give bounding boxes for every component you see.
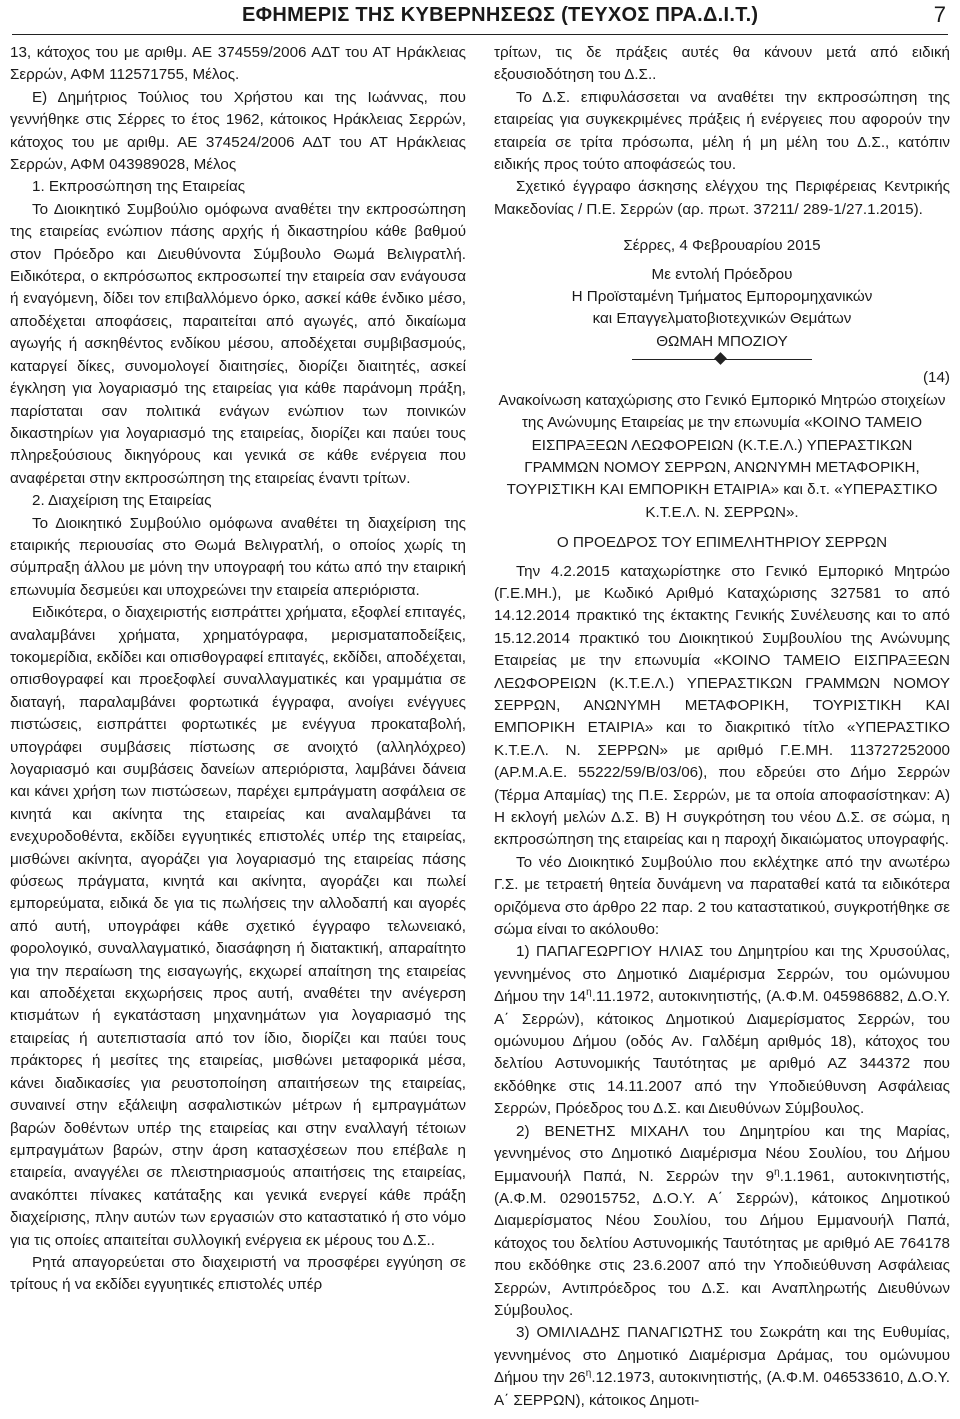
page-header (12, 0, 948, 36)
paragraph: Το Δ.Σ. επιφυλάσσεται να αναθέτει την εκπροσώπηση της εταιρείας για συγκεκριμένες πράξεις ή ενέργειες που αφορούν την εταιρεία σε τρίτα πρόσωπα, μέλη ή μη μέλη του Δ.Σ., κατόπιν ειδικής προς τούτο αποφάσεώς του. (494, 88, 950, 174)
paragraph: Ε) Δημήτριος Τούλιος του Χρήστου και της Ιωάννας, που γεννήθηκε στις Σέρρες το έτος 1962, κάτοικος Ηράκλειας Σερρών, κάτοχος του με αριθμ. ΑΕ 374524/2006 ΑΔΤ του ΑΤ Ηράκλειας Σερρών, ΑΦΜ 043989028, Μέλος (10, 88, 466, 174)
signature-line: Με εντολή Πρόεδρου (651, 265, 793, 283)
announcement-number: (14) (922, 369, 950, 387)
board-member-1: 1) ΠΑΠΑΓΕΩΡΓΙΟΥ ΗΛΙΑΣ του Δημητρίου και της Χρυσούλας, γεννημένος στο Δημοτικό Διαμέρισμα Σερρών, του ομώνυμου Δήμου την $14^\eta.11.1972$, αυτοκινητιστής, (Α.Φ.Μ. 045986882, Δ.Ο.Υ. Α΄ Σερρών), κάτοικος Δημοτικού Διαμερίσματος Σερρών, του ομώνυμου Δήμου (οδός Αν. Γαλδέμη αριθμός 18), κάτοχος του δελτίου Αστυνομικής Ταυτότητας με αριθμό ΑΖ 344372 που εκδόθηκε στις 14.11.2007 από την Υποδιεύθυνση Ασφάλειας Σερρών, Πρόεδρος του Δ.Σ. και Διευθύνων Σύμβουλος. (494, 943, 950, 1118)
paragraph: Σχετικό έγγραφο άσκησης ελέγχου της Περιφέρειας Κεντρικής Μακεδονίας / Π.Ε. Σερρών (αρ. πρωτ. 37211/ 289-1/27.1.2015). (494, 178, 950, 218)
diamond-icon (714, 352, 727, 365)
gazette-title: ΕΦΗΜΕΡΙΣ ΤΗΣ ΚΥΒΕΡΝΗΣΕΩΣ (ΤΕΥΧΟΣ ΠΡΑ.Δ.Ι.Τ.) (242, 4, 759, 26)
paragraph: Ειδικότερα, ο διαχειριστής εισπράττει χρήματα, εξοφλεί επιταγές, αναλαμβάνει χρήματα, χρηματόγραφα, μερισματαποδείξεις, τοκομερίδια, εκδίδει και οπισθογραφεί επιταγές, εκδίδει, αποδέχεται, οπισθογραφεί και προεξοφλεί συναλλαγματικές και γραμμάτια σε διαταγή, παραλαμβάνει φορτωτικά έγγραφα, ανοίγει ενέγγυες πιστώσεις, εισπράττει φορτωτικές με ενέγγυα προκαταβολή, υπογράφει συμβάσεις πίστωσης σε ανοιχτό (αλληλόχρεο) λογαριασμό και συμβάσεις δανείων απεριόριστα, λαμβάνει δάνεια και κάνει χρήση των πιστώσεων, παρέχει εμπράγματη ασφάλεια σε κινητά και ακίνητα της εταιρείας και αναλαμβάνει τα ενεχυροδοθέντα, εκδίδει εγγυητικές επιστολές υπέρ της εταιρείας, μισθώνει ακίνητα, αγοράζει για λογαριασμό της εταιρείας πάσης φύσεως πράγματα, κινητά και ακίνητα, αγοράζει και πωλεί εμπορεύματα, ειδικά δε για τις πωλήσεις την αλλοδαπή και αγορές από αυτή, υπογράφει κάθε σχετικό έγγραφο τελωνειακό, φορολογικό, συναλλαγματικό, διασάφηση ή διατακτική, απαραίτητο για την περαίωση της εισαγωγής, εκχωρεί απαίτηση της εταιρείας και αποδέχεται εκχωρήσεις προς αυτή, αναθέτει την ανέγερση κτισμάτων ή εγκατάσταση μηχανημάτων για λογαριασμό της εταιρείας ή αυτεπιστασία από τον ίδιο, διορίζει και παύει τους πράκτορες ή μεσίτες της εταιρείας, μισθώνει μεταφορικά μέσα, κάνει διαδικασίες για ρευστοποίηση απαιτήσεων της εταιρείας, συναινεί στην εξάλειψη ασφαλιστικών μέτρων ή εμπραγμάτων βαρών δοθέντων υπέρ της εταιρείας και στην εναλλαγή τέτοιων εμπραγμάτων βαρών, στην άρση κατασχέσεων που επέβαλε η εταιρεία, αναγγέλει σε πλειστηριασμούς απαιτήσεις της εταιρείας, ανακόπτει πίνακες κατάταξης και γενικά ενεργεί κάθε πράξη διαχείρισης, πλην αυτών των εργασιών στο καταστατικό ή στο νόμο για τις οποίες απαιτείται συλλογική ενέργεια εκ μέρους του Δ.Σ.. (10, 604, 466, 1249)
paragraph: Ρητά απαγορεύεται στο διαχειριστή να προσφέρει εγγύηση σε τρίτους ή να εκδίδει εγγυητικές επιστολές υπέρ (10, 1253, 466, 1294)
section-heading: 2. Διαχείριση της Εταιρείας (32, 492, 212, 510)
page-number: 7 (933, 2, 946, 27)
left-column (10, 42, 466, 1297)
header-divider (12, 34, 948, 35)
paragraph: Το Διοικητικό Συμβούλιο ομόφωνα αναθέτει τη διαχείριση της εταιρικής περιουσίας στο Θωμά Βελιγρατλή, ο οποίος χωρίς τη σύμπραξη άλλου με μόνη την υπογραφή του κάτω από την εταιρική επωνυμία δεσμεύει και υποχρεώνει την εταιρεία απεριόριστα. (10, 514, 466, 599)
board-member-3: 3) ΟΜΙΛΙΑΔΗΣ ΠΑΝΑΓΙΩΤΗΣ του Σωκράτη και της Ευθυμίας, γεννημένος στο Δημοτικό Διαμέρισμα Δράμας, του ομώνυμου Δήμου την $26^\eta.12.1973$, αυτοκινητιστής, (Α.Φ.Μ. 046533610, Δ.Ο.Υ. Α΄ ΣΕΡΡΩΝ), κάτοικος Δημοτι- (494, 1324, 951, 1409)
paragraph: 13, κάτοχος του με αριθμ. ΑΕ 374559/2006 ΑΔΤ του ΑΤ Ηράκλειας Σερρών, ΑΦΜ 112571755, Μέλος. (10, 44, 466, 84)
right-column (494, 42, 950, 1412)
paragraph: Το Διοικητικό Συμβούλιο ομόφωνα αναθέτει την εκπροσώπηση της εταιρείας ενώπιον πάσης αρχής ή δικαστηρίου κάθε βαθμού στον Πρόεδρο και Διευθύνοντα Σύμβουλο Θωμά Βελιγρατλή. Ειδικότερα, ο εκπρόσωπος εκπροσωπεί την εταιρεία σαν ενάγουσα ή εναγόμενη, δίδει τον επιβαλλόμενο όρκο, ασκεί κάθε ένδικο μέσο, αποδέχεται αποφάσεις, παραιτείται από αγωγές, από δικαίωμα αγωγής ή ασκηθέντος ενδίκου μέσου, αποδέχεται συμβιβασμούς, καταργεί δίκες, συνομολογεί διαιτησίες, διορίζει διαιτητές, ασκεί έγκληση για λογαριασμό της εταιρείας για κάθε παράνομη πράξη, παρίσταται σαν πολιτικά ενάγων ενώπιον των ποινικών δικαστηρίων για λογαριασμό της εταιρείας, διορίζει και παύει τους πληρεξούσιους δικηγόρους και γενικά σε κάθε ενέργεια που αναφέρεται στην εκπροσώπηση της εταιρείας έναντι τρίτων. (10, 200, 466, 487)
signatory-name: ΘΩΜΑΗ ΜΠΟΖΙΟΥ (656, 332, 788, 350)
signature-line: και Επαγγελματοβιοτεχνικών Θεμάτων (592, 310, 852, 328)
section-heading: 1. Εκπροσώπηση της Εταιρείας (32, 178, 246, 196)
paragraph: Το νέο Διοικητικό Συμβούλιο που εκλέχτηκε από την ανωτέρω Γ.Σ. με τετραετή θητεία δυνάμενη να παραταθεί κατά τα ειδικότερα οριζόμενα στο άρθρο 22 παρ. 2 του καταστατικού, συγκροτήθηκε σε σώμα είναι το ακόλουθο: (494, 853, 950, 939)
signature-line: Η Προϊσταμένη Τμήματος Εμπορομηχανικών (571, 288, 873, 306)
signature-date: Σέρρες, 4 Φεβρουαρίου 2015 (623, 237, 821, 255)
section-separator (632, 353, 812, 367)
issuer-heading: Ο ΠΡΟΕΔΡΟΣ ΤΟΥ ΕΠΙΜΕΛΗΤΗΡΙΟΥ ΣΕΡΡΩΝ (556, 534, 888, 552)
announcement-title: Ανακοίνωση καταχώρισης στο Γενικό Εμπορικό Μητρώο στοιχείων της Ανώνυμης Εταιρείας με την επωνυμία «ΚΟΙΝΟ ΤΑΜΕΙΟ ΕΙΣΠΡΑΞΕΩΝ ΛΕΩΦΟΡΕΙΩΝ (Κ.Τ.Ε.Λ.) ΥΠΕΡΑΣΤΙΚΩΝ ΓΡΑΜΜΩΝ ΝΟΜΟΥ ΣΕΡΡΩΝ, ΑΝΩΝΥΜΗ ΜΕΤΑΦΟΡΙΚΗ, ΤΟΥΡΙΣΤΙΚΗ ΚΑΙ ΕΜΠΟΡΙΚΗ ΕΤΑΙΡΙΑ» και δ.τ. «ΥΠΕΡΑΣΤΙΚΟ Κ.Τ.Ε.Λ. Ν. ΣΕΡΡΩΝ». (498, 391, 946, 521)
board-member-2: 2) ΒΕΝΕΤΗΣ ΜΙΧΑΗΛ του Δημητρίου και της Μαρίας, γεννημένος στο Δημοτικό Διαμέρισμα Νέου Σουλίου, του Δήμου Εμμανουήλ Παπά, Ν. Σερρών την $9^\eta.1.1961$, αυτοκινητιστής, (Α.Φ.Μ. 029015752, Δ.Ο.Υ. Α΄ Σερρών), κάτοικος Δημοτικού Διαμερίσματος Νέου Σουλίου, του Δήμου Εμμανουήλ Παπά, κάτοχος του δελτίου Αστυνομικής Ταυτότητας με αριθμό ΑΕ 764178 που εκδόθηκε στις 23.6.2007 από την Υποδιεύθυνση Ασφάλειας Σερρών, Αντιπρόεδρος του Δ.Σ. και Αναπληρωτής Διευθύνων Σύμβουλος. (494, 1122, 950, 1319)
paragraph: τρίτων, τις δε πράξεις αυτές θα κάνουν μετά από ειδική εξουσιοδότηση του Δ.Σ.. (494, 44, 950, 84)
paragraph: Την 4.2.2015 καταχωρίστηκε στο Γενικό Εμπορικό Μητρώο (Γ.Ε.ΜΗ.), με Κωδικό Αριθμό Καταχώρισης 327581 το από 14.12.2014 πρακτικό της έκτακτης Γενικής Συνέλευσης και το από 15.12.2014 πρακτικό του Διοικητικού Συμβουλίου της Ανώνυμης Εταιρείας με την επωνυμία «ΚΟΙΝΟ ΤΑΜΕΙΟ ΕΙΣΠΡΑΞΕΩΝ ΛΕΩΦΟΡΕΙΩΝ (Κ.Τ.Ε.Λ.) ΥΠΕΡΑΣΤΙΚΩΝ ΓΡΑΜΜΩΝ ΝΟΜΟΥ ΣΕΡΡΩΝ, ΑΝΩΝΥΜΗ ΜΕΤΑΦΟΡΙΚΗ, ΤΟΥΡΙΣΤΙΚΗ ΚΑΙ ΕΜΠΟΡΙΚΗ ΕΤΑΙΡΙΑ» και το διακριτικό τίτλο «ΥΠΕΡΑΣΤΙΚΟ Κ.Τ.Ε.Λ. Ν. ΣΕΡΡΩΝ» με αριθμό Γ.Ε.ΜΗ. 113727252000 (ΑΡ.Μ.Α.Ε. 55222/59/Β/03/06), που εδρεύει στο Δήμο Σερρών (Τέρμα Απαμίας) της Π.Ε. Σερρών, με τα οποία αποφασίστηκαν: Α) Η εκλογή μελών Δ.Σ. Β) Η συγκρότηση του νέου Δ.Σ. σε σώμα, η εκπροσώπηση της εταιρείας και η παροχή δικαιώματος υπογραφής. (494, 562, 950, 849)
